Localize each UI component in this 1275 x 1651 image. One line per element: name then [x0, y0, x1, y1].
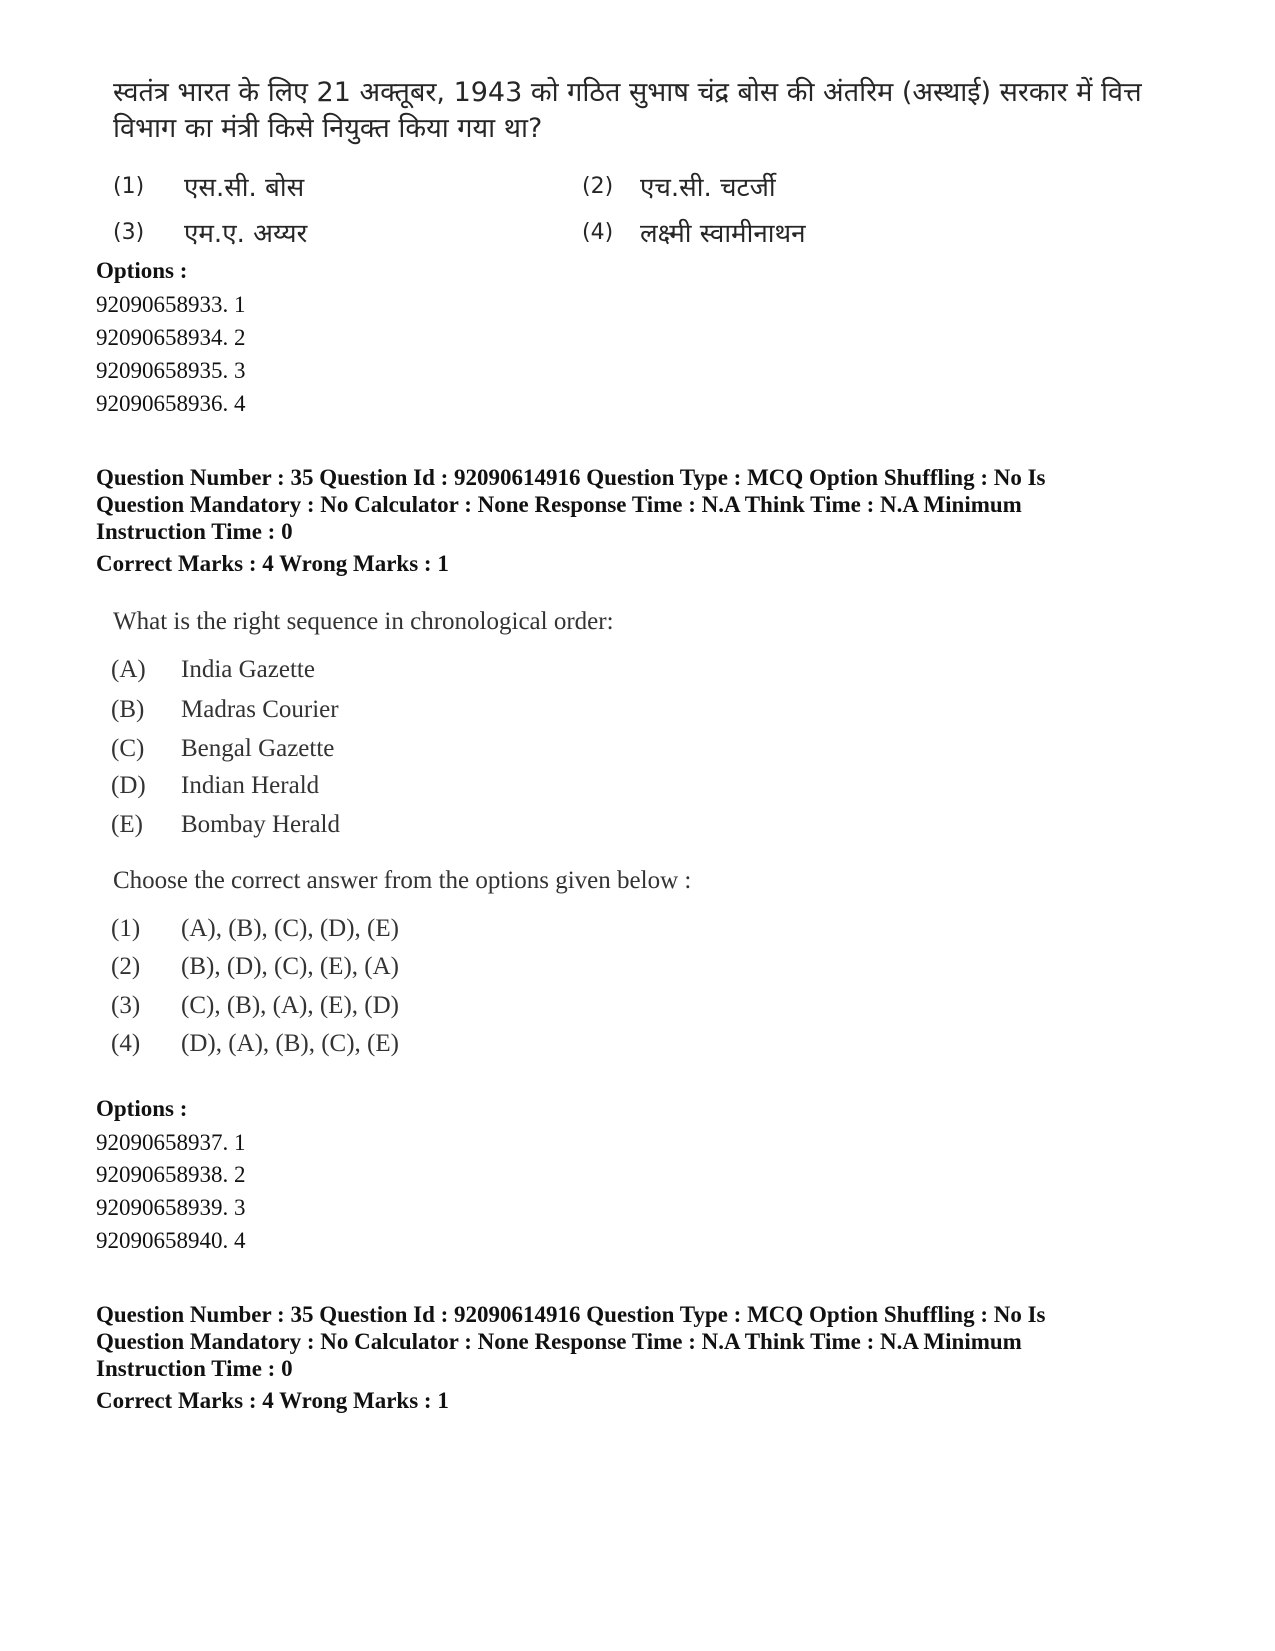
instruction-text: Choose the correct answer from the options given below :	[113, 867, 692, 894]
item-text: Bombay Herald	[181, 811, 340, 838]
option-id-1: 92090658937. 1	[96, 1130, 246, 1155]
question-text: What is the right sequence in chronological order:	[113, 608, 614, 635]
question-header-line-2: Question Mandatory : No Calculator : None Response Time : N.A Think Time : N.A Minimum	[96, 1329, 1022, 1354]
item-text: Madras Courier	[181, 696, 339, 723]
hindi-choice-text-3: एम.ए. अय्यर	[184, 219, 308, 249]
question-header-line-1: Question Number : 35 Question Id : 92090614916 Question Type : MCQ Option Shuffling : No Is	[96, 465, 1046, 490]
question-header	[96, 1301, 1196, 1382]
answer-num: (3)	[111, 992, 141, 1019]
marks-line: Correct Marks : 4 Wrong Marks : 1	[96, 1388, 449, 1413]
answer-text: (B), (D), (C), (E), (A)	[181, 953, 399, 980]
item-letter: (A)	[111, 656, 146, 683]
item-a	[111, 656, 315, 684]
answer-text: (D), (A), (B), (C), (E)	[181, 1030, 399, 1057]
item-letter: (B)	[111, 696, 145, 723]
question-header-line-3: Instruction Time : 0	[96, 1356, 293, 1381]
option-id-2: 92090658934. 2	[96, 325, 246, 350]
answer-num: (1)	[111, 915, 141, 942]
option-id-1: 92090658933. 1	[96, 292, 246, 317]
options-label: Options :	[96, 258, 188, 283]
item-text: Indian Herald	[181, 772, 320, 799]
item-letter: (D)	[111, 772, 146, 799]
item-d	[111, 772, 319, 800]
answer-1	[111, 915, 399, 943]
hindi-question-line-1: स्वतंत्र भारत के लिए 21 अक्तूबर, 1943 को गठित सुभाष चंद्र बोस की अंतरिम (अस्थाई) सरकार में वित्त	[113, 77, 1142, 108]
hindi-choice-num-2: (2)	[582, 174, 614, 199]
hindi-choice-num-3: (3)	[113, 220, 145, 245]
option-id-3: 92090658939. 3	[96, 1195, 246, 1220]
item-e	[111, 811, 340, 839]
answer-3	[111, 992, 399, 1020]
item-letter: (C)	[111, 735, 145, 762]
answer-num: (4)	[111, 1030, 141, 1057]
hindi-choice-num-4: (4)	[582, 220, 614, 245]
hindi-choice-text-2: एच.सी. चटर्जी	[640, 173, 776, 203]
option-id-4: 92090658936. 4	[96, 391, 246, 416]
answer-text: (C), (B), (A), (E), (D)	[181, 992, 399, 1019]
answer-text: (A), (B), (C), (D), (E)	[181, 915, 399, 942]
question-header-line-3: Instruction Time : 0	[96, 519, 293, 544]
item-c	[111, 735, 334, 763]
question-header-line-2: Question Mandatory : No Calculator : None Response Time : N.A Think Time : N.A Minimum	[96, 492, 1022, 517]
marks-line: Correct Marks : 4 Wrong Marks : 1	[96, 551, 449, 576]
hindi-choice-text-1: एस.सी. बोस	[184, 173, 305, 203]
answer-4	[111, 1030, 399, 1058]
option-id-4: 92090658940. 4	[96, 1228, 246, 1253]
question-header-line-1: Question Number : 35 Question Id : 92090614916 Question Type : MCQ Option Shuffling : No Is	[96, 1302, 1046, 1327]
hindi-choice-num-1: (1)	[113, 174, 145, 199]
options-label: Options :	[96, 1096, 188, 1121]
option-id-3: 92090658935. 3	[96, 358, 246, 383]
option-id-2: 92090658938. 2	[96, 1162, 246, 1187]
hindi-choice-text-4: लक्ष्मी स्वामीनाथन	[640, 219, 806, 249]
item-b	[111, 696, 339, 724]
answer-2	[111, 953, 399, 981]
item-text: India Gazette	[181, 656, 315, 683]
hindi-question-line-2: विभाग का मंत्री किसे नियुक्त किया गया था?	[113, 113, 543, 144]
item-letter: (E)	[111, 811, 143, 838]
question-header	[96, 464, 1196, 545]
item-text: Bengal Gazette	[181, 735, 335, 762]
answer-num: (2)	[111, 953, 141, 980]
